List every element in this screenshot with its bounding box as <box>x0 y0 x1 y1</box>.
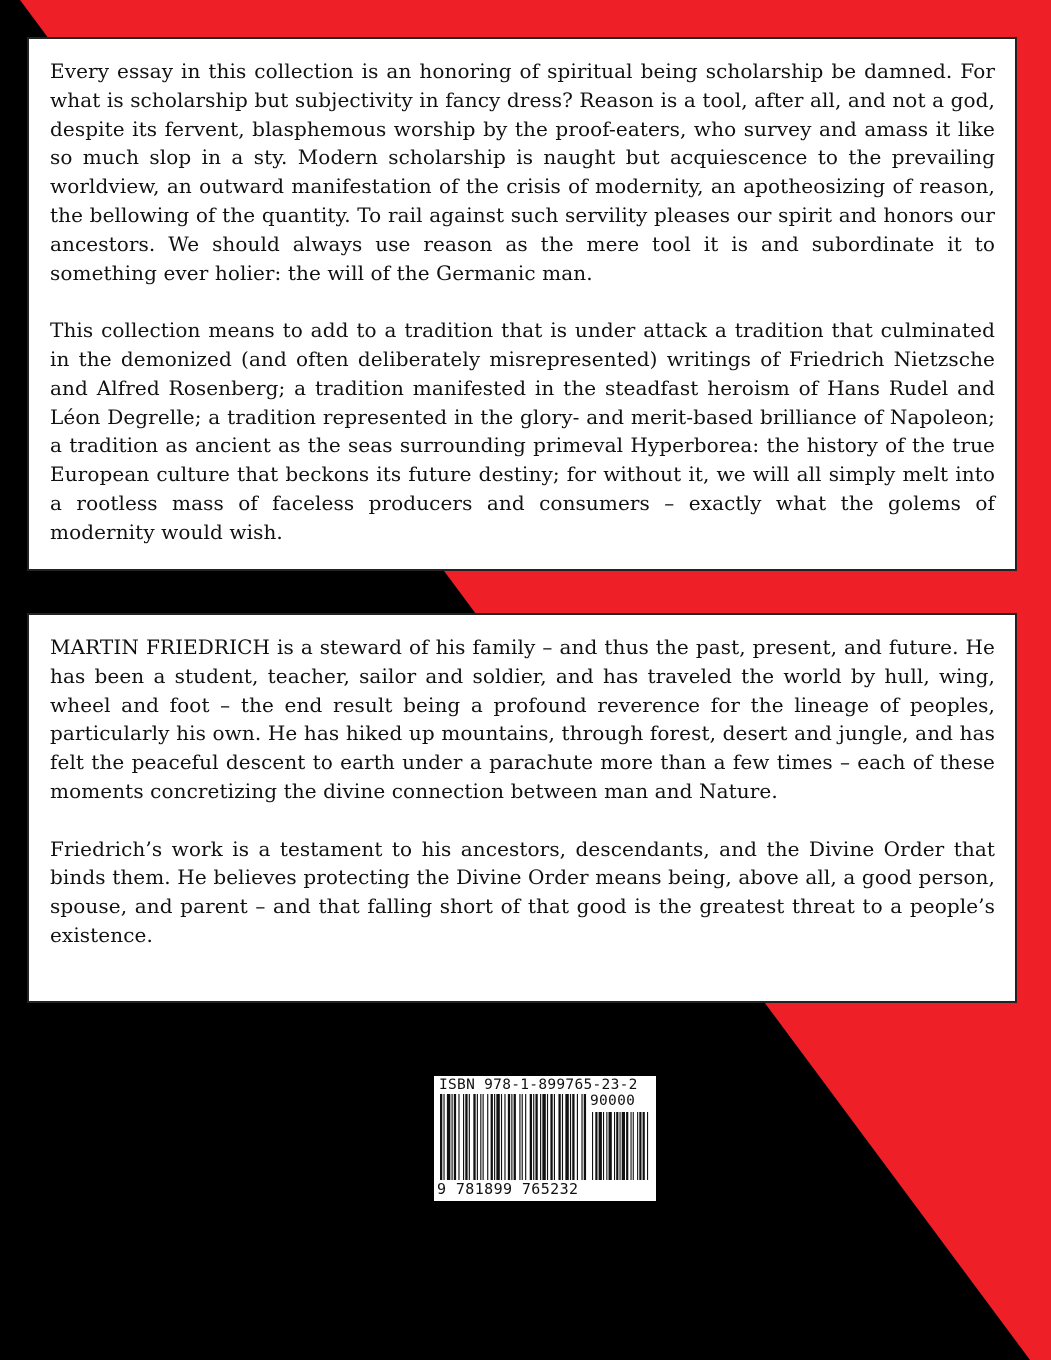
isbn-barcode <box>434 1076 656 1201</box>
barcode-bar <box>547 1094 548 1180</box>
barcode-bar <box>477 1094 478 1180</box>
barcode-bar <box>469 1094 470 1180</box>
author-bio-box <box>27 613 1017 1003</box>
barcode-bar <box>550 1094 552 1180</box>
barcode-bar <box>535 1094 537 1180</box>
blurb-paragraph-1: Every essay in this collection is an honoring of spiritual being scholarship be damned. For what is scholarship but subjectivity in fancy dress? Reason is a tool, after all, and not a god, despite its fervent, blasphemous worship by the proof-eaters, who survey and amass it like so much slop in a sty. Modern scholarship is naught but acquiescence to the prevailing worldview, an outward manifestation of the crisis of modernity, an apotheosizing of reason, the bellowing of the quantity. To rail against such servility pleases our spirit and honors our ancestors. We should always use reason as the mere tool it is and subordinate it to something ever holier: the will of the Germanic man. <box>50 59 995 285</box>
barcode-bar <box>496 1094 499 1180</box>
barcode-addon-bar <box>609 1112 612 1180</box>
author-bio-paragraph-2: Friedrich’s work is a testament to his ancestors, descendants, and the Divine Order that binds them. He believes protecting the Divine Order means being, above all, a good person, spouse, and parent – and that falling short of that good is the greatest threat to a people’s existence. <box>50 836 995 947</box>
barcode-addon-bar <box>639 1112 641 1180</box>
barcode-bar <box>554 1094 555 1180</box>
barcode-bar <box>504 1094 505 1180</box>
barcode-bar <box>480 1094 481 1180</box>
barcode-bar <box>440 1094 442 1180</box>
barcode-bar <box>514 1094 516 1180</box>
barcode-bar <box>487 1094 488 1180</box>
barcode-bar <box>447 1094 450 1180</box>
barcode-addon-bar <box>595 1112 597 1180</box>
barcode-bar <box>558 1094 560 1180</box>
barcode-bar <box>452 1094 453 1180</box>
barcode-bar <box>577 1094 578 1180</box>
barcode-addon-bar <box>631 1112 632 1180</box>
barcode-addon-bar <box>606 1112 607 1180</box>
barcode-addon-bar <box>592 1112 593 1180</box>
ean-digits: 9 781899 765232 <box>437 1180 579 1198</box>
barcode-bar <box>581 1094 582 1180</box>
barcode-bar <box>584 1094 586 1180</box>
barcode-addon-bar <box>603 1112 604 1180</box>
barcode-addon-bar <box>633 1112 634 1180</box>
barcode-addon-bar <box>643 1112 645 1180</box>
barcode-bar <box>443 1094 444 1180</box>
barcode-bar <box>522 1094 523 1180</box>
barcode-bar <box>533 1094 534 1180</box>
blurb-box <box>27 37 1017 571</box>
price-addon-digits: 90000 <box>590 1093 636 1109</box>
barcode-addon-bar <box>647 1112 648 1180</box>
barcode-bar <box>562 1094 563 1180</box>
barcode-bar <box>494 1094 495 1180</box>
barcode-bar <box>491 1094 493 1180</box>
blurb-paragraph-2: This collection means to add to a tradition that is under attack a tradition that culminated in the demonized (and often deliberately misrepresented) writings of Friedrich Nietzsche and Alfred Rosenberg; a tradition manifested in the steadfast heroism of Hans Rudel and Léon Degrelle; a tradition represented in the glory- and merit-based brilliance of Napoleon; a tradition as ancient as the seas surrounding primeval Hyperborea: the history of the true European culture that beckons its future destiny; for without it, we will all simply melt into a rootless mass of faceless producers and consumers – exactly what the golems of modernity would wish. <box>50 318 995 544</box>
barcode-bar <box>483 1094 484 1180</box>
barcode-bar <box>473 1094 475 1180</box>
barcode-bar <box>530 1094 532 1180</box>
isbn-label: ISBN 978-1-899765-23-2 <box>439 1077 638 1093</box>
barcode-bar <box>508 1094 510 1180</box>
barcode-addon-bar <box>616 1112 618 1180</box>
barcode-bar <box>465 1094 467 1180</box>
barcode-addon-bar <box>614 1112 615 1180</box>
barcode-bar <box>454 1094 456 1180</box>
barcode-addon-bar <box>637 1112 638 1180</box>
barcode-bar <box>458 1094 459 1180</box>
barcode-bar <box>463 1094 464 1180</box>
barcode-addon-bar <box>626 1112 628 1180</box>
barcode-bar <box>542 1094 545 1180</box>
barcode-bar <box>501 1094 502 1180</box>
barcode-addon-bar <box>620 1112 621 1180</box>
author-bio-paragraph-1: MARTIN FRIEDRICH is a steward of his family – and thus the past, present, and future. He has been a student, teacher, sailor and soldier, and has traveled the world by hull, wing, wheel and foot – the end result being a profound reverence for the lineage of peoples, particularly his own. He has hiked up mountains, through forest, desert and jungle, and has felt the peaceful descent to earth under a parachute more than a few times – each of these moments concretizing the divine connection between man and Nature. <box>50 635 995 803</box>
barcode-bar <box>572 1094 574 1180</box>
barcode-bar <box>540 1094 541 1180</box>
barcode-addon-bar <box>599 1112 602 1180</box>
barcode-bar <box>565 1094 568 1180</box>
barcode-addon-bar <box>622 1112 625 1180</box>
barcode-bar <box>525 1094 526 1180</box>
barcode-bar <box>519 1094 520 1180</box>
barcode-bar <box>511 1094 512 1180</box>
barcode-bar <box>570 1094 571 1180</box>
